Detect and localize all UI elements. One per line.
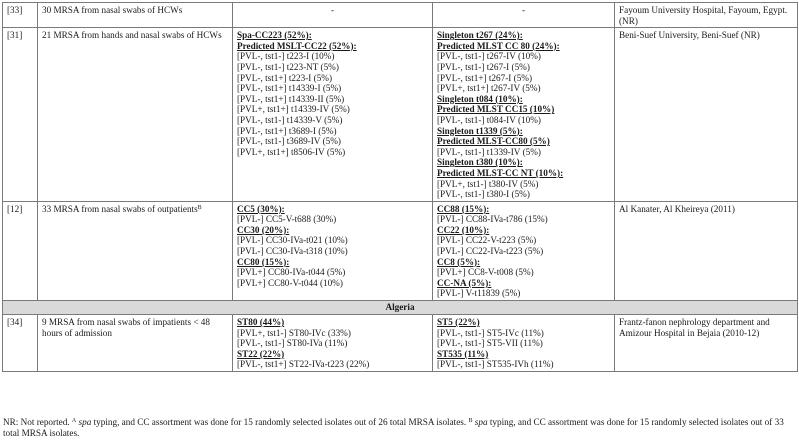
group-heading: ST80 (44%) bbox=[237, 317, 285, 328]
group-heading: Singleton t1339 (5%): bbox=[437, 125, 523, 136]
isolate-entry: [PVL-, tst1-] t084-IV (10%) bbox=[437, 114, 541, 125]
group-heading: CC-NA (5%): bbox=[437, 277, 492, 288]
isolate-entry: [PVL-, tst1-] ST535-IVh (11%) bbox=[437, 359, 554, 370]
group-heading: Spa-CC223 (52%): bbox=[237, 30, 312, 41]
location-cell: Beni-Suef University, Beni-Suef (NR) bbox=[615, 28, 798, 202]
clonal-complex-cell-b bbox=[433, 201, 615, 300]
isolate-entry: [PVL-, tst1-] t267-I (5%) bbox=[437, 61, 530, 72]
isolate-entry: [PVL-, tst1+] t14339-II (5%) bbox=[237, 93, 345, 104]
isolate-entry: [PVL-] CC22-V-t223 (5%) bbox=[437, 235, 537, 246]
mrsa-typing-table bbox=[2, 2, 798, 372]
group-heading: CC8 (5%): bbox=[437, 256, 481, 267]
isolate-entry: [PVL+] CC80-V-t044 (10%) bbox=[237, 277, 343, 288]
isolate-entry: [PVL-] CC30-IVa-t021 (10%) bbox=[237, 235, 348, 246]
clonal-complex-cell-a bbox=[233, 28, 433, 202]
group-heading: Singleton t380 (10%): bbox=[437, 157, 523, 168]
group-heading: Predicted MSLT-CC22 (52%): bbox=[237, 40, 357, 51]
group-heading: Singleton t267 (24%): bbox=[437, 30, 523, 41]
footnote-b-text: typing, and CC assortment was done for 15 randomly selected isolates out of 33 total MRSA isolates. bbox=[3, 417, 784, 438]
group-heading: Predicted MLST-CC NT (10%): bbox=[437, 167, 564, 178]
isolate-entry: [PVL-, tst1-] t267-IV (10%) bbox=[437, 51, 541, 62]
reference-cell: [31] bbox=[3, 28, 38, 202]
isolate-entry: [PVL-, tst1-] t223-I (10%) bbox=[237, 51, 335, 62]
isolate-entry: [PVL-] CC5-V-t688 (30%) bbox=[237, 214, 337, 225]
location-cell: Al Kanater, Al Kheireya (2011) bbox=[615, 201, 798, 300]
group-heading: CC30 (20%): bbox=[237, 224, 290, 235]
isolate-entry: [PVL+] CC8-V-t008 (5%) bbox=[437, 267, 534, 278]
reference-cell: [12] bbox=[3, 201, 38, 300]
group-heading: Predicted MLST CC15 (10%) bbox=[437, 104, 555, 115]
location-cell: Frantz-fanon nephrology department and Amizour Hospital in Bejaia (2010-12) bbox=[615, 315, 798, 372]
clonal-complex-cell-a bbox=[233, 201, 433, 300]
clonal-complex-cell-b bbox=[433, 3, 615, 28]
isolate-entry: [PVL-, tst1-] t3689-IV (5%) bbox=[237, 136, 341, 147]
isolate-entry: [PVL+, tst1+] t8506-IV (5%) bbox=[237, 146, 346, 157]
isolate-entry: [PVL-, tst1+] t223-I (5%) bbox=[237, 72, 332, 83]
group-heading: CC5 (30%): bbox=[237, 203, 285, 214]
source-cell bbox=[38, 28, 233, 202]
group-heading: CC22 (10%): bbox=[437, 224, 490, 235]
clonal-complex-cell-b bbox=[433, 315, 615, 372]
location-cell: Fayoum University Hospital, Fayoum, Egypt. (NR) bbox=[615, 3, 798, 28]
reference-cell: [33] bbox=[3, 3, 38, 28]
isolate-entry: [PVL-, tst1-] t223-NT (5%) bbox=[237, 61, 339, 72]
isolate-entry: [PVL-] CC88-IVa-t786 (15%) bbox=[437, 214, 548, 225]
footnote-nr: NR: Not reported. bbox=[3, 417, 70, 427]
isolate-entry: [PVL-, tst1+] t267-I (5%) bbox=[437, 72, 532, 83]
isolate-entry: [PVL-] V-t11839 (5%) bbox=[437, 288, 521, 299]
isolate-entry: [PVL-, tst1-] t380-I (5%) bbox=[437, 189, 530, 200]
source-cell bbox=[38, 3, 233, 28]
group-heading: ST535 (11%) bbox=[437, 348, 489, 359]
source-text: 21 MRSA from hands and nasal swabs of HCWs bbox=[42, 30, 222, 41]
isolate-entry: [PVL-] CC30-IVa-t318 (10%) bbox=[237, 246, 348, 257]
footnote-a-mark: A bbox=[71, 418, 77, 424]
group-heading: Predicted MLST-CC80 (5%) bbox=[437, 136, 550, 147]
isolate-entry: - bbox=[330, 5, 335, 15]
source-footnote-mark: B bbox=[197, 204, 202, 211]
isolate-entry: [PVL+, tst1+] t14339-IV (5%) bbox=[237, 104, 350, 115]
section-row bbox=[3, 301, 798, 315]
group-heading: Singleton t084 (10%): bbox=[437, 93, 523, 104]
section-heading-algeria: Algeria bbox=[3, 301, 798, 315]
isolate-entry: [PVL+, tst1+] t267-IV (5%) bbox=[437, 83, 541, 94]
table-row bbox=[3, 3, 798, 28]
group-heading: ST5 (22%) bbox=[437, 317, 480, 328]
group-heading: CC80 (15%): bbox=[237, 256, 290, 267]
isolate-entry: [PVL+, tst1-] t380-IV (5%) bbox=[437, 178, 539, 189]
isolate-entry: [PVL-] CC22-IVa-t223 (5%) bbox=[437, 246, 544, 257]
table-row bbox=[3, 315, 798, 372]
isolate-entry: [PVL-, tst1-] ST5-IVc (11%) bbox=[437, 327, 544, 338]
isolate-entry: [PVL+] CC80-IVa-t044 (5%) bbox=[237, 267, 346, 278]
source-text: 9 MRSA from nasal swabs of impatients < 48 hours of admission bbox=[42, 317, 210, 338]
group-heading: ST22 (22%) bbox=[237, 348, 285, 359]
table-row bbox=[3, 28, 798, 202]
isolate-entry: [PVL-, tst1+] t14339-I (5%) bbox=[237, 83, 342, 94]
isolate-entry: [PVL-, tst1-] t14339-V (5%) bbox=[237, 114, 343, 125]
isolate-entry: [PVL-, tst1+] t3689-I (5%) bbox=[237, 125, 337, 136]
clonal-complex-cell-b bbox=[433, 28, 615, 202]
group-heading: CC88 (15%): bbox=[437, 203, 490, 214]
reference-cell: [34] bbox=[3, 315, 38, 372]
isolate-entry: [PVL-, tst1-] t1339-IV (5%) bbox=[437, 146, 541, 157]
isolate-entry: - bbox=[521, 5, 526, 15]
footnote-b-mark: B bbox=[468, 418, 473, 424]
isolate-entry: [PVL-, tst1-] ST5-VII (11%) bbox=[437, 338, 543, 349]
table-footnote bbox=[3, 417, 797, 439]
clonal-complex-cell-a bbox=[233, 315, 433, 372]
source-text: 33 MRSA from nasal swabs of outpatients bbox=[42, 203, 198, 214]
source-cell bbox=[38, 315, 233, 372]
footnote-b-spa: spa bbox=[474, 417, 488, 427]
isolate-entry: [PVL+, tst1-] ST80-IVc (33%) bbox=[237, 327, 351, 338]
table-body bbox=[3, 3, 798, 372]
source-cell bbox=[38, 201, 233, 300]
table-row bbox=[3, 201, 798, 300]
isolate-entry: [PVL-, tst1-] ST80-IVa (11%) bbox=[237, 338, 348, 349]
isolate-entry: [PVL-, tst1+] ST22-IVa-t223 (22%) bbox=[237, 359, 370, 370]
source-text: 30 MRSA from nasal swabs of HCWs bbox=[42, 5, 183, 15]
clonal-complex-cell-a bbox=[233, 3, 433, 28]
footnote-a-text: typing, and CC assortment was done for 15 randomly selected isolates out of 26 total MRSA isolates. bbox=[91, 417, 467, 427]
group-heading: Predicted MLST CC 80 (24%): bbox=[437, 40, 560, 51]
footnote-a-spa: spa bbox=[78, 417, 92, 427]
